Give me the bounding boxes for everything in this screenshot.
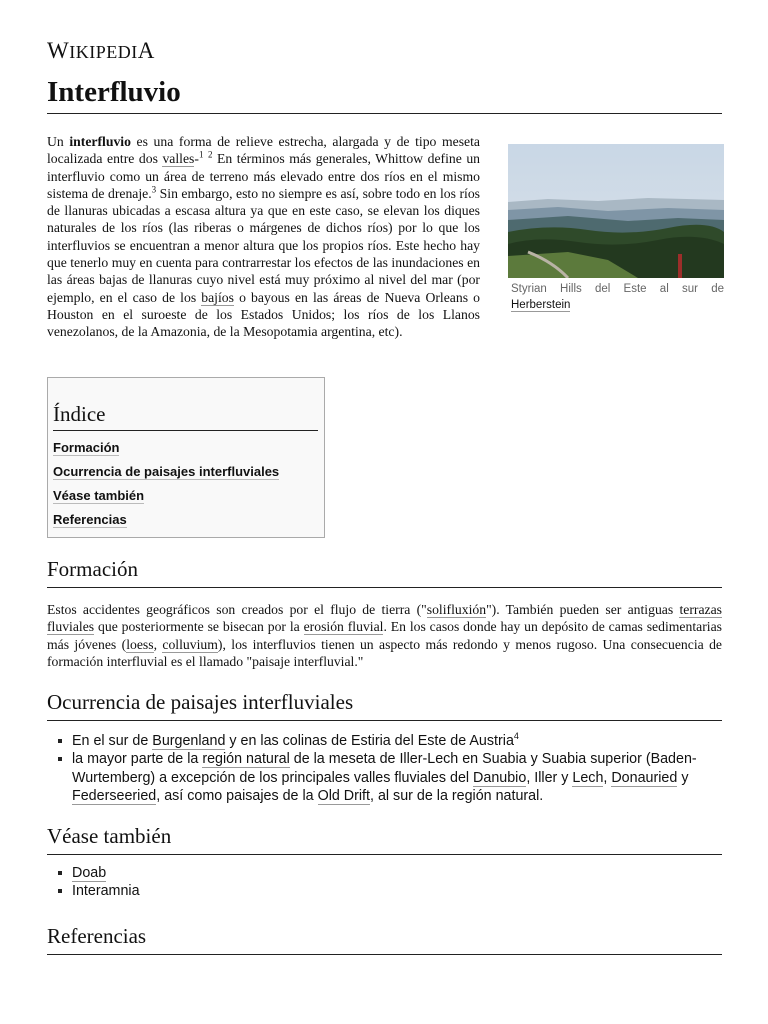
vease-list bbox=[55, 864, 722, 901]
intro-paragraph bbox=[47, 133, 722, 341]
valles-link[interactable]: valles bbox=[162, 151, 195, 167]
terrazas-fluviales-link[interactable]: terrazas fluviales bbox=[47, 602, 722, 635]
erosion-fluvial-link[interactable]: erosión fluvial bbox=[303, 619, 384, 635]
solifluxion-link[interactable]: solifluxión bbox=[426, 602, 487, 617]
danubio-link[interactable]: Danubio bbox=[473, 769, 527, 786]
intro-text: Un bbox=[47, 134, 70, 149]
reference-3[interactable]: 3 bbox=[151, 184, 157, 195]
donauried-link[interactable]: Donauried bbox=[611, 769, 678, 786]
toc-item-ocurrencia[interactable]: Ocurrencia de paisajes interfluviales bbox=[53, 464, 280, 479]
intro-text: Sin embargo, esto no siempre es así, sobre todo en los ríos de llanuras ubicadas a escasa altura ya que en este caso, se elevan los diques naturales de los ríos (las riberas o márgenes de dichos ríos) por lo que los interfluvios se encuentran a menor altura que los propios ríos. Este hecho hay que tenerlo muy en cuenta para contrarrestar los efectos de las inundaciones en las áreas bajas de llanuras cuyo nivel está muy próximo al nivel del mar (por ejemplo, en el caso de los bbox=[47, 185, 480, 305]
thumbnail-caption bbox=[508, 281, 724, 313]
list-item: la mayor parte de la región natural de la meseta de Iller-Lech en Suabia y Suabia superior (Baden-Wurtemberg) a excepción de los principales valles fluviales del Danubio, Iller y Lech, Donauried y Federseeried, así como paisajes de la Old Drift, al sur de la región natural. bbox=[55, 750, 722, 805]
section-heading-vease: Véase también bbox=[47, 824, 722, 855]
loess-link[interactable]: loess bbox=[126, 636, 154, 652]
caption-text: Styrian Hills del Este al sur de bbox=[511, 283, 724, 295]
list-item: En el sur de Burgenland y en las colinas de Estiria del Este de Austria$^4$ bbox=[55, 732, 722, 750]
ocurrencia-list bbox=[55, 732, 722, 805]
intro-text: En términos más generales, Whittow define un interfluvio como un área de terreno más elevado entre dos ríos en el mismo sistema de drenaje. bbox=[47, 151, 481, 201]
table-of-contents bbox=[47, 377, 325, 538]
thumbnail bbox=[508, 144, 724, 313]
federseeried-link[interactable]: Federseeried bbox=[72, 787, 157, 804]
wikipedia-wordmark[interactable] bbox=[47, 38, 155, 64]
intro-term: interfluvio bbox=[69, 134, 131, 149]
lech-link[interactable]: Lech bbox=[572, 769, 604, 786]
toc-item-vease[interactable]: Véase también bbox=[53, 488, 145, 503]
region-natural-link[interactable]: región natural bbox=[202, 751, 290, 768]
toc-item-formacion[interactable]: Formación bbox=[53, 440, 120, 455]
formacion-paragraph: Estos accidentes geográficos son creados por el flujo de tierra ("solifluxión"). También pueden ser antiguas terrazas fluviales que posteriormente se bisecan por la erosión fluvial. En los casos donde hay un depósito de camas sedimentarias más jóvenes (loess, colluvium), los interfluvios tienen un aspecto más redondo y menos rugoso. Una consecuencia de formación interfluvial es el llamado "paisaje interfluvial." bbox=[47, 602, 723, 669]
reference-1[interactable]: 1 bbox=[198, 149, 204, 160]
toc-list bbox=[53, 436, 318, 532]
interamnia-text: Interamnia bbox=[72, 883, 140, 900]
herberstein-link[interactable]: Herberstein bbox=[511, 299, 571, 311]
intro-text: es una forma de relieve estrecha, alargada y de tipo meseta localizada entre dos bbox=[47, 134, 480, 167]
toc-title: Índice bbox=[53, 402, 318, 431]
reference-2[interactable]: 2 bbox=[208, 149, 213, 160]
wordmark-a: A bbox=[137, 38, 155, 63]
colluvium-link[interactable]: colluvium bbox=[162, 636, 218, 652]
intro-text: o bayous en las áreas de Nueva Orleans o Houston en el suroeste de los Estados Unidos; los ríos de los Llanos venezolanos, de la Amazonia, de la Mesopotamia argentina, etc). bbox=[47, 289, 480, 340]
wordmark-w: W bbox=[47, 38, 70, 63]
section-heading-ocurrencia: Ocurrencia de paisajes interfluviales bbox=[47, 690, 722, 721]
bajios-link[interactable]: bajíos bbox=[201, 289, 234, 305]
reference-4[interactable]: 4 bbox=[513, 731, 519, 742]
burgenland-link[interactable]: Burgenland bbox=[152, 733, 226, 749]
intro-text: - bbox=[194, 151, 199, 167]
landscape-image[interactable] bbox=[508, 144, 724, 278]
list-item bbox=[55, 864, 722, 882]
page-title: Interfluvio bbox=[47, 76, 722, 114]
section-heading-referencias: Referencias bbox=[47, 924, 722, 955]
list-item bbox=[55, 882, 722, 900]
wordmark-ikipedi: IKIPEDI bbox=[69, 42, 138, 62]
old-drift-link[interactable]: Old Drift bbox=[317, 787, 371, 804]
toc-item-referencias[interactable]: Referencias bbox=[53, 512, 127, 527]
doab-link[interactable]: Doab bbox=[72, 865, 107, 881]
section-heading-formacion: Formación bbox=[47, 557, 722, 588]
